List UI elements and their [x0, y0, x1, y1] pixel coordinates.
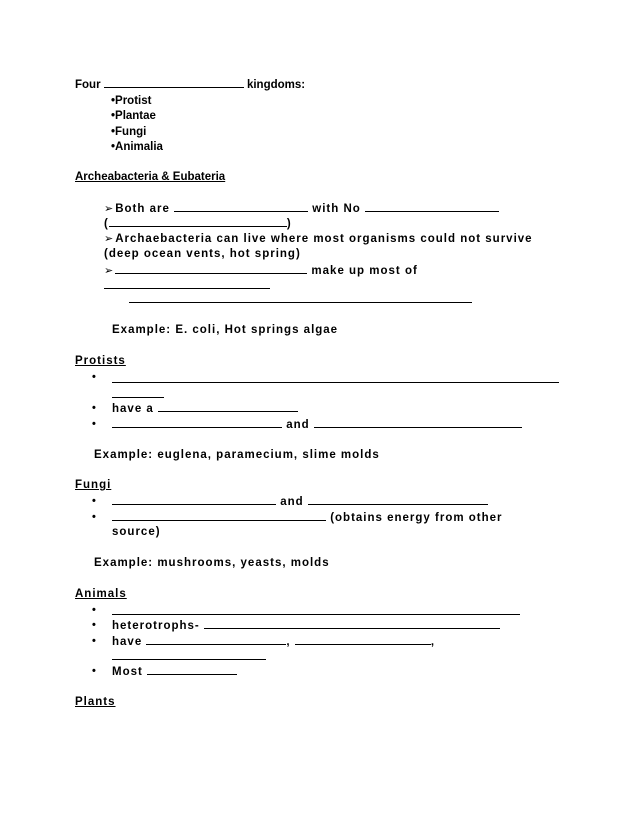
kingdoms-tail: kingdoms:	[246, 79, 306, 91]
bullet-icon: •	[92, 371, 96, 383]
archaea-line3	[104, 232, 533, 247]
archaea-line2	[104, 216, 292, 232]
blank	[112, 510, 326, 521]
fungi-bullet2-cont: source)	[112, 526, 161, 538]
animals-bullet3	[112, 634, 435, 650]
protists-bullet3	[112, 417, 522, 433]
text: (obtains energy from other	[330, 512, 503, 524]
bullet-icon: •	[92, 495, 96, 507]
bullet-icon: •	[92, 665, 96, 677]
text: and	[286, 419, 310, 431]
kingdoms-lead: Four	[75, 79, 101, 91]
fungi-heading: Fungi	[75, 479, 112, 491]
archaea-heading: Archeabacteria & Eubateria	[75, 171, 226, 183]
blank	[146, 634, 286, 645]
protists-example: Example: euglena, paramecium, slime molds	[94, 449, 380, 461]
kingdom-item: •Animalia	[111, 141, 163, 153]
text: make up most of	[311, 265, 418, 277]
kingdoms-line	[75, 77, 305, 93]
text: )	[286, 218, 292, 230]
text: have a	[112, 403, 154, 415]
blank	[295, 634, 431, 645]
fungi-bullet1	[112, 494, 488, 510]
arrow-icon: ➢	[104, 233, 115, 245]
blank	[158, 401, 298, 412]
text: ,	[430, 636, 436, 648]
blank	[109, 216, 287, 227]
bullet-icon: •	[92, 511, 96, 523]
bullet-icon: •	[92, 418, 96, 430]
blank-line	[112, 659, 266, 660]
animals-heading: Animals	[75, 588, 127, 600]
arrow-icon: ➢	[104, 203, 115, 215]
archaea-example: Example: E. coli, Hot springs algae	[112, 324, 339, 336]
blank	[112, 494, 276, 505]
blank-line	[104, 288, 270, 289]
blank	[115, 263, 307, 274]
protists-heading: Protists	[75, 355, 126, 367]
fungi-bullet2	[112, 510, 503, 526]
blank-line	[112, 382, 559, 383]
plants-heading: Plants	[75, 696, 116, 708]
text: have	[112, 636, 143, 648]
blank-line	[112, 614, 520, 615]
animals-bullet2	[112, 618, 500, 634]
protists-bullet2	[112, 401, 298, 417]
text: and	[280, 496, 304, 508]
bullet-icon: •	[92, 604, 96, 616]
kingdom-item: •Fungi	[111, 126, 147, 138]
bullet-icon: •	[92, 635, 96, 647]
blank	[314, 417, 522, 428]
blank	[104, 77, 244, 88]
text: heterotrophs-	[112, 620, 200, 632]
blank	[204, 618, 500, 629]
kingdom-item: •Protist	[111, 95, 152, 107]
blank	[308, 494, 488, 505]
text: Both are	[115, 203, 170, 215]
text: (	[104, 218, 109, 230]
archaea-line5	[104, 263, 418, 279]
blank-line	[112, 397, 164, 398]
archaea-line1	[104, 201, 499, 217]
kingdom-item: •Plantae	[111, 110, 156, 122]
fungi-example: Example: mushrooms, yeasts, molds	[94, 557, 330, 569]
text: with No	[312, 203, 361, 215]
text: ,	[286, 636, 291, 648]
blank-line	[129, 302, 472, 303]
animals-bullet4	[112, 664, 237, 680]
blank	[112, 417, 282, 428]
blank	[365, 201, 499, 212]
bullet-icon: •	[92, 402, 96, 414]
archaea-line4: (deep ocean vents, hot spring)	[104, 248, 301, 260]
text: Archaebacteria can live where most organisms could not survive	[115, 233, 533, 245]
blank	[174, 201, 308, 212]
text: Most	[112, 666, 143, 678]
bullet-icon: •	[92, 619, 96, 631]
arrow-icon: ➢	[104, 265, 115, 277]
blank	[147, 664, 237, 675]
